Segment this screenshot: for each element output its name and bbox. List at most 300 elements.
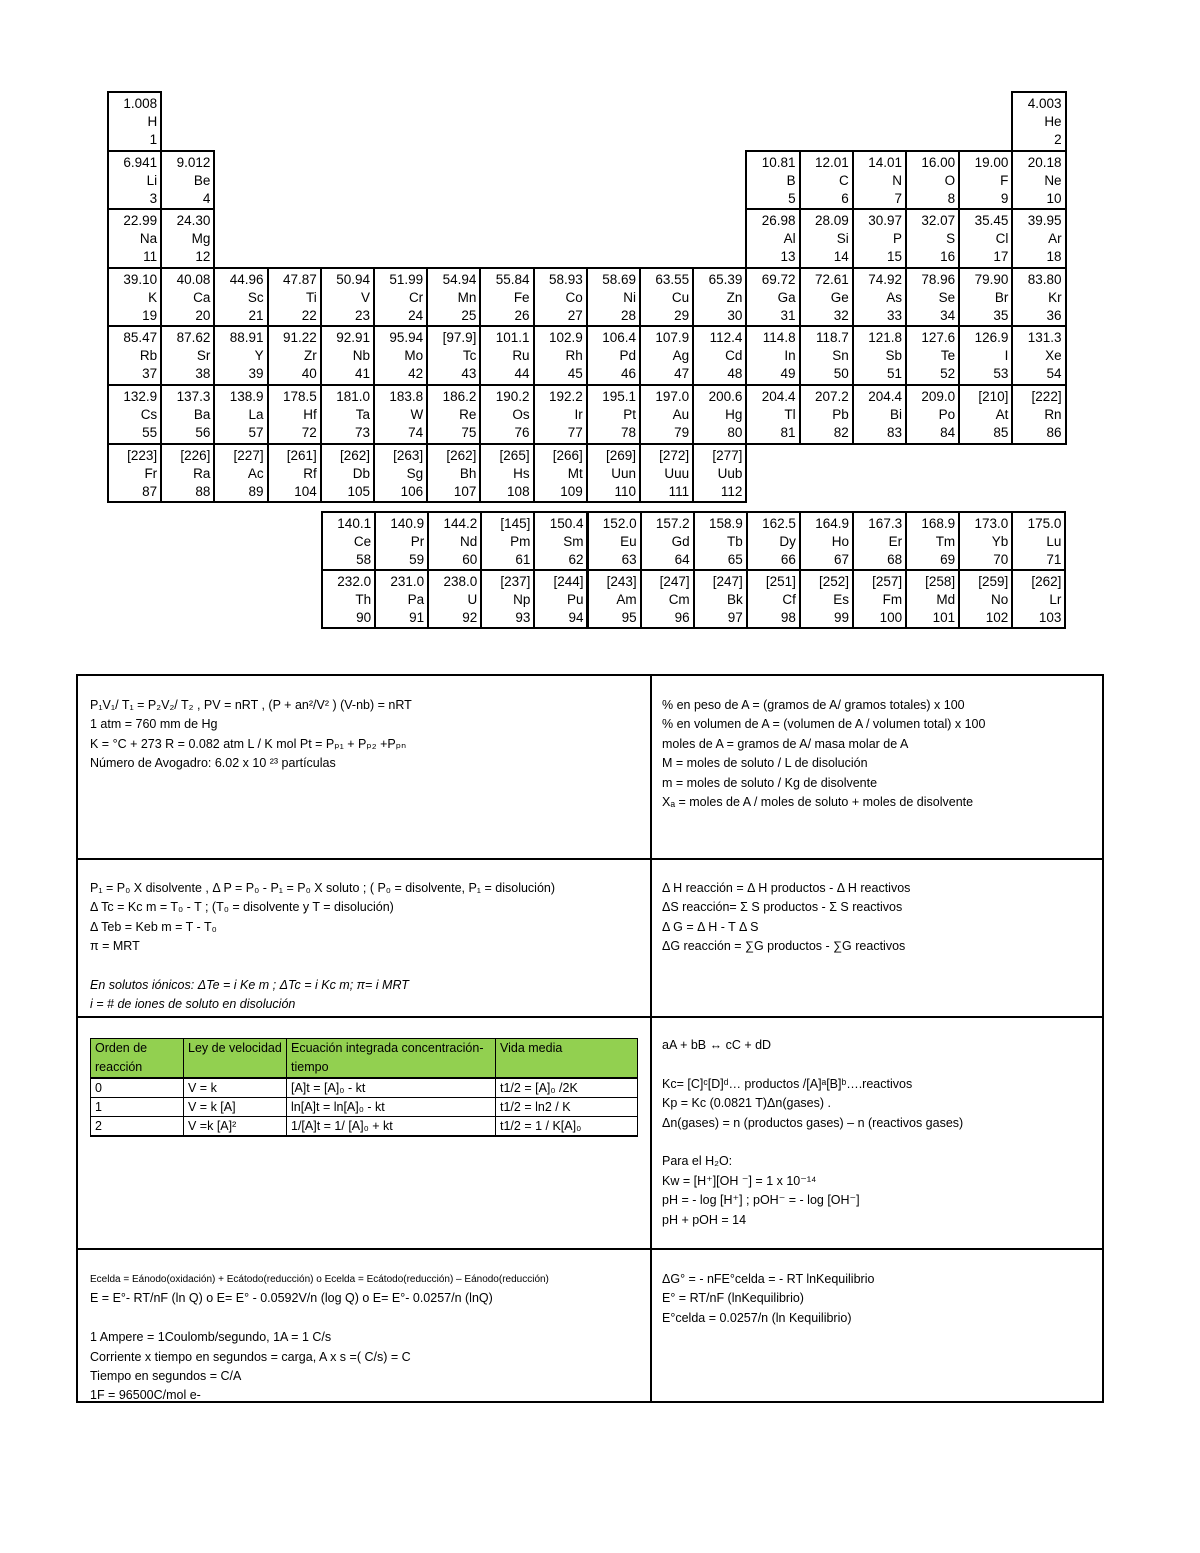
atomic-mass: [243] — [606, 574, 637, 589]
atomic-number: 92 — [462, 610, 478, 625]
atomic-mass: 35.45 — [974, 213, 1009, 229]
atomic-mass: 138.9 — [229, 389, 264, 404]
element-cell-cr — [373, 267, 428, 328]
atomic-number: 38 — [195, 366, 211, 382]
formula-line: pH = - log [H⁺] ; pOH⁻ = - log [OH⁻] — [662, 1193, 860, 1208]
atomic-mass: 232.0 — [337, 574, 372, 589]
gas-laws-section — [90, 696, 412, 774]
atomic-number: 30 — [727, 307, 743, 323]
element-symbol: Eu — [620, 534, 637, 549]
atomic-number: 109 — [560, 483, 583, 499]
atomic-number: 53 — [993, 366, 1009, 382]
atomic-mass: 152.0 — [602, 516, 637, 531]
atomic-mass: 140.1 — [337, 516, 372, 531]
atomic-mass: [265] — [499, 447, 530, 463]
element-cell-p — [852, 208, 907, 269]
element-cell-c — [799, 150, 854, 211]
element-symbol: Ta — [355, 407, 370, 422]
element-cell-rh — [533, 325, 588, 386]
atomic-mass: 140.9 — [390, 516, 425, 531]
element-symbol: Pb — [832, 407, 849, 422]
element-symbol: Ge — [830, 289, 849, 305]
atomic-number: 19 — [142, 307, 158, 323]
atomic-number: 55 — [142, 425, 158, 440]
atomic-number: 89 — [248, 483, 264, 499]
atomic-mass: 58.93 — [548, 271, 583, 287]
atomic-mass: 72.61 — [814, 271, 849, 287]
atomic-mass: [237] — [500, 574, 531, 589]
element-symbol: Ho — [831, 534, 849, 549]
element-symbol: Cm — [668, 592, 690, 607]
atomic-mass: 195.1 — [602, 389, 636, 404]
atomic-number: 1 — [149, 132, 158, 147]
element-cell-si — [799, 208, 854, 269]
atomic-number: 51 — [886, 366, 902, 382]
element-cell-mo — [373, 325, 428, 386]
atomic-mass: [247] — [659, 574, 690, 589]
atomic-mass: 24.30 — [176, 213, 211, 229]
row-divider — [78, 858, 1102, 860]
atomic-mass: [251] — [765, 574, 796, 589]
atomic-number: 47 — [674, 366, 690, 382]
element-symbol: Zr — [304, 348, 317, 364]
atomic-number: 62 — [568, 552, 584, 567]
formula-line: Δ Tc = Kc m = T₀ - T ; (T₀ = disolvente y T = disolución) — [90, 900, 394, 915]
atomic-mass: 26.98 — [761, 213, 796, 229]
element-symbol: Uuu — [664, 465, 690, 481]
element-symbol: Ca — [193, 289, 211, 305]
element-cell-y — [213, 325, 268, 386]
atomic-number: 70 — [993, 552, 1009, 567]
row-divider — [78, 1016, 1102, 1018]
atomic-mass: 200.6 — [708, 389, 743, 404]
element-cell-li — [107, 150, 162, 211]
element-symbol: Db — [352, 465, 370, 481]
element-cell-rn — [1011, 384, 1066, 445]
atomic-mass: 54.94 — [442, 271, 477, 287]
atomic-mass: [263] — [393, 447, 424, 463]
element-cell-lu — [1011, 511, 1066, 571]
element-cell-mg — [160, 208, 215, 269]
formula-line: Kw = [H⁺][OH ⁻] = 1 x 10⁻¹⁴ — [662, 1173, 817, 1188]
atomic-number: 75 — [461, 425, 477, 440]
formula-line: Kp = Kc (0.0821 T)Δn(gases) . — [662, 1096, 831, 1111]
atomic-mass: [97.9] — [442, 330, 477, 346]
atomic-mass: 144.2 — [443, 516, 478, 531]
element-symbol: Pd — [619, 348, 636, 364]
element-symbol: In — [784, 348, 796, 364]
atomic-number: 104 — [294, 483, 317, 499]
atomic-mass: 204.4 — [761, 389, 796, 404]
atomic-number: 31 — [780, 307, 796, 323]
atomic-number: 56 — [195, 425, 211, 440]
atomic-mass: 204.4 — [868, 389, 902, 404]
element-cell-hf — [267, 384, 322, 445]
atomic-mass: [269] — [605, 447, 636, 463]
electrochem-section — [90, 1270, 549, 1406]
table-cell: 0 — [91, 1078, 184, 1098]
thermo-section — [662, 879, 910, 957]
atomic-mass: 190.2 — [495, 389, 530, 404]
atomic-number: 12 — [195, 249, 211, 265]
element-symbol: Mg — [191, 231, 211, 247]
element-cell-n — [852, 150, 907, 211]
atomic-number: 6 — [841, 190, 849, 206]
atomic-mass: 238.0 — [443, 574, 478, 589]
element-symbol: P — [892, 231, 902, 247]
element-symbol: Sr — [196, 348, 211, 364]
atomic-number: 41 — [354, 366, 370, 382]
atomic-number: 32 — [833, 307, 849, 323]
atomic-mass: 4.003 — [1027, 96, 1062, 111]
element-cell-cl — [958, 208, 1013, 269]
element-cell-gd — [640, 511, 695, 571]
element-cell-be — [160, 150, 215, 211]
atomic-mass: 137.3 — [176, 389, 211, 404]
atomic-mass: [226] — [180, 447, 211, 463]
element-cell-db — [320, 443, 375, 504]
element-cell-no — [958, 569, 1013, 629]
element-symbol: Dy — [779, 534, 796, 549]
element-symbol: Th — [355, 592, 372, 607]
atomic-mass: 209.0 — [921, 389, 956, 404]
blank-line — [90, 957, 555, 976]
element-cell-pm — [480, 511, 535, 571]
atomic-number: 80 — [727, 425, 743, 440]
formula-line: Xₐ = moles de A / moles de soluto + moles de disolvente — [662, 795, 974, 810]
atomic-number: 10 — [1046, 190, 1062, 206]
element-cell-po — [905, 384, 960, 445]
formula-line: 1 atm = 760 mm de Hg — [90, 717, 218, 732]
element-symbol: Am — [616, 592, 637, 607]
element-symbol: H — [147, 114, 158, 129]
element-symbol: Pu — [566, 592, 584, 607]
element-cell-uuu — [639, 443, 694, 504]
header-cell: Ley de velocidad — [184, 1039, 287, 1079]
atomic-mass: 173.0 — [974, 516, 1009, 531]
element-symbol: Cu — [671, 289, 690, 305]
atomic-mass: 28.09 — [814, 213, 849, 229]
element-cell-er — [852, 511, 907, 571]
element-cell-na — [107, 208, 162, 269]
atomic-mass: 9.012 — [176, 154, 211, 170]
atomic-mass: 121.8 — [868, 330, 902, 346]
kinetics-table — [90, 1038, 638, 1137]
atomic-mass: 63.55 — [655, 271, 690, 287]
table-cell: [A]t = [A]₀ - kt — [287, 1078, 496, 1098]
formula-line: ΔG reacción = ∑G productos - ∑G reactivos — [662, 939, 906, 954]
atomic-mass: [262] — [339, 447, 370, 463]
element-cell-eu — [587, 511, 642, 571]
atomic-number: 14 — [833, 249, 849, 265]
atomic-number: 78 — [620, 425, 636, 440]
element-cell-pr — [374, 511, 429, 571]
element-cell-np — [480, 569, 535, 629]
table-cell: 2 — [91, 1117, 184, 1137]
header-cell: Ecuación integrada concentración-tiempo — [287, 1039, 496, 1079]
atomic-number: 68 — [887, 552, 903, 567]
atomic-number: 44 — [514, 366, 530, 382]
atomic-number: 93 — [515, 610, 531, 625]
element-symbol: Es — [833, 592, 849, 607]
atomic-mass: 47.87 — [282, 271, 317, 287]
element-cell-te — [905, 325, 960, 386]
element-cell-o — [905, 150, 960, 211]
element-cell-rb — [107, 325, 162, 386]
element-cell-pt — [586, 384, 641, 445]
table-row — [91, 1117, 638, 1137]
element-symbol: U — [467, 592, 478, 607]
atomic-mass: 162.5 — [762, 516, 796, 531]
element-cell-bi — [852, 384, 907, 445]
atomic-number: 33 — [886, 307, 902, 323]
element-cell-ho — [799, 511, 854, 571]
element-cell-tc — [426, 325, 481, 386]
element-cell-ag — [639, 325, 694, 386]
atomic-number: 98 — [780, 610, 796, 625]
formula-line: E° = RT/nF (lnKequilibrio) — [662, 1291, 804, 1306]
atomic-mass: 30.97 — [868, 213, 902, 229]
atomic-mass: 157.2 — [655, 516, 690, 531]
atomic-mass: [222] — [1031, 389, 1062, 404]
atomic-mass: 50.94 — [336, 271, 370, 287]
element-symbol: Ga — [777, 289, 796, 305]
atomic-number: 28 — [620, 307, 636, 323]
element-cell-bk — [693, 569, 748, 629]
element-symbol: La — [248, 407, 264, 422]
atomic-number: 3 — [149, 190, 158, 206]
atomic-mass: 14.01 — [868, 154, 902, 170]
element-cell-la — [213, 384, 268, 445]
element-symbol: Xe — [1045, 348, 1062, 364]
element-symbol: Rf — [303, 465, 317, 481]
atomic-mass: [247] — [712, 574, 743, 589]
element-symbol: No — [991, 592, 1009, 607]
element-symbol: Li — [146, 172, 158, 188]
element-symbol: Te — [940, 348, 956, 364]
element-symbol: Na — [139, 231, 158, 247]
element-cell-v — [320, 267, 375, 328]
atomic-number: 15 — [886, 249, 902, 265]
element-cell-uub — [692, 443, 747, 504]
element-cell-h — [107, 91, 162, 152]
atomic-number: 42 — [408, 366, 424, 382]
element-symbol: Gd — [671, 534, 690, 549]
formula-line: Ecelda = Eánodo(oxidación) + Ecátodo(reducción) o Ecelda = Ecátodo(reducción) – Eánodo(reducción) — [90, 1274, 549, 1285]
element-cell-tl — [745, 384, 800, 445]
element-symbol: Cl — [995, 231, 1009, 247]
atomic-number: 65 — [727, 552, 743, 567]
atomic-number: 99 — [833, 610, 849, 625]
element-cell-s — [905, 208, 960, 269]
element-symbol: Pt — [623, 407, 636, 422]
atomic-mass: [244] — [553, 574, 584, 589]
element-cell-th — [321, 569, 376, 629]
element-symbol: Ra — [193, 465, 211, 481]
element-cell-ta — [320, 384, 375, 445]
atomic-mass: 95.94 — [389, 330, 424, 346]
element-symbol: Sc — [247, 289, 264, 305]
atomic-mass: 65.39 — [708, 271, 743, 287]
blank-line — [662, 1055, 963, 1074]
atomic-number: 16 — [940, 249, 956, 265]
element-cell-cf — [746, 569, 801, 629]
element-symbol: Fe — [513, 289, 530, 305]
atomic-mass: 181.0 — [336, 389, 370, 404]
element-symbol: Ba — [193, 407, 211, 422]
element-cell-in — [745, 325, 800, 386]
element-cell-zn — [692, 267, 747, 328]
element-cell-ra — [160, 443, 215, 504]
element-symbol: Po — [938, 407, 956, 422]
element-symbol: Tc — [462, 348, 477, 364]
atomic-mass: 88.91 — [229, 330, 264, 346]
formula-line: ΔG° = - nFE°celda = - RT lnKequilibrio — [662, 1272, 875, 1286]
element-symbol: Cd — [725, 348, 743, 364]
atomic-mass: 92.91 — [336, 330, 370, 346]
atomic-mass: 85.47 — [123, 330, 158, 346]
gibbs-section — [662, 1270, 874, 1328]
element-cell-mt — [533, 443, 588, 504]
atomic-mass: [223] — [127, 447, 158, 463]
element-cell-cu — [639, 267, 694, 328]
element-cell-ac — [213, 443, 268, 504]
element-cell-sr — [160, 325, 215, 386]
element-symbol: Pa — [407, 592, 425, 607]
atomic-mass: 55.84 — [495, 271, 530, 287]
element-symbol: He — [1044, 114, 1062, 129]
element-symbol: Uub — [717, 465, 743, 481]
formula-line: En solutos iónicos: ΔTe = i Ke m ; ΔTc = i Kc m; π= i MRT — [90, 978, 409, 993]
formula-line: moles de A = gramos de A/ masa molar de A — [662, 736, 909, 751]
atomic-mass: [272] — [659, 447, 690, 463]
atomic-number: 39 — [248, 366, 264, 382]
atomic-number: 22 — [301, 307, 317, 323]
element-cell-cd — [692, 325, 747, 386]
atomic-number: 73 — [354, 425, 370, 440]
atomic-mass: [210] — [978, 389, 1009, 404]
atomic-mass: [258] — [925, 574, 956, 589]
element-symbol: Np — [513, 592, 531, 607]
formula-line: Δ H reacción = Δ H productos - Δ H reactivos — [662, 881, 911, 895]
element-cell-he — [1011, 91, 1066, 152]
element-cell-os — [479, 384, 534, 445]
f-block-table — [321, 511, 1067, 629]
row-divider — [78, 1248, 1102, 1250]
atomic-mass: [227] — [233, 447, 264, 463]
atomic-number: 83 — [886, 425, 902, 440]
atomic-number: 18 — [1046, 249, 1062, 265]
atomic-number: 111 — [668, 483, 690, 499]
element-cell-f — [958, 150, 1013, 211]
element-symbol: Mn — [457, 289, 477, 305]
element-cell-md — [905, 569, 960, 629]
atomic-number: 74 — [408, 425, 424, 440]
element-cell-ni — [586, 267, 641, 328]
atomic-mass: 1.008 — [123, 96, 158, 111]
atomic-mass: 126.9 — [974, 330, 1009, 346]
formula-line: Para el H₂O: — [662, 1154, 733, 1169]
atomic-number: 25 — [461, 307, 477, 323]
atomic-number: 29 — [674, 307, 690, 323]
element-symbol: Hs — [513, 465, 530, 481]
atomic-number: 35 — [993, 307, 1009, 323]
element-symbol: Sn — [832, 348, 849, 364]
atomic-number: 71 — [1046, 552, 1062, 567]
atomic-number: 49 — [780, 366, 796, 382]
kinetics-header-row — [91, 1039, 638, 1079]
element-cell-ce — [321, 511, 376, 571]
element-cell-sn — [799, 325, 854, 386]
atomic-mass: 131.3 — [1027, 330, 1062, 346]
element-symbol: Rb — [139, 348, 158, 364]
element-symbol: Cf — [782, 592, 796, 607]
element-cell-au — [639, 384, 694, 445]
element-symbol: Ce — [353, 534, 372, 549]
element-cell-sm — [533, 511, 588, 571]
atomic-mass: 39.10 — [123, 271, 158, 287]
atomic-mass: 132.9 — [123, 389, 158, 404]
atomic-number: 77 — [567, 425, 583, 440]
element-symbol: N — [892, 172, 902, 188]
element-symbol: I — [1004, 348, 1009, 364]
colligative-section — [90, 879, 555, 1015]
atomic-number: 27 — [567, 307, 583, 323]
formula-line: 1 Ampere = 1Coulomb/segundo, 1A = 1 C/s — [90, 1330, 332, 1345]
atomic-mass: 69.72 — [761, 271, 796, 287]
column-divider — [650, 676, 652, 1401]
atomic-mass: 186.2 — [442, 389, 477, 404]
atomic-number: 100 — [879, 610, 903, 625]
atomic-mass: [262] — [1031, 574, 1062, 589]
element-symbol: Lu — [1046, 534, 1062, 549]
atomic-mass: 87.62 — [176, 330, 211, 346]
atomic-mass: 32.07 — [921, 213, 956, 229]
formula-line: Número de Avogadro: 6.02 x 10 ²³ partículas — [90, 756, 336, 771]
element-symbol: Mt — [567, 465, 583, 481]
element-cell-lr — [1011, 569, 1066, 629]
atomic-mass: [145] — [500, 516, 531, 531]
atomic-number: 102 — [985, 610, 1009, 625]
element-symbol: Re — [459, 407, 477, 422]
element-cell-as — [852, 267, 907, 328]
element-symbol: Al — [783, 231, 796, 247]
element-cell-zr — [267, 325, 322, 386]
element-symbol: Sm — [563, 534, 584, 549]
formula-line: Δn(gases) = n (productos gases) – n (reactivos gases) — [662, 1115, 964, 1130]
atomic-mass: 107.9 — [655, 330, 690, 346]
atomic-mass: 118.7 — [816, 330, 849, 346]
atomic-number: 34 — [940, 307, 956, 323]
atomic-number: 17 — [993, 249, 1009, 265]
element-cell-se — [905, 267, 960, 328]
element-symbol: W — [410, 407, 424, 422]
atomic-number: 107 — [453, 483, 477, 499]
element-symbol: Ac — [247, 465, 264, 481]
atomic-mass: 101.1 — [495, 330, 530, 346]
element-symbol: F — [1000, 172, 1009, 188]
element-symbol: Bk — [727, 592, 743, 607]
atomic-mass: 40.08 — [176, 271, 211, 287]
atomic-number: 72 — [301, 425, 317, 440]
table-cell: 1/[A]t = 1/ [A]₀ + kt — [287, 1117, 496, 1137]
atomic-number: 86 — [1046, 425, 1062, 440]
atomic-mass: 167.3 — [868, 516, 903, 531]
atomic-number: 112 — [720, 483, 743, 499]
element-symbol: Cr — [408, 289, 424, 305]
table-cell: V = k — [184, 1078, 287, 1098]
element-symbol: Y — [254, 348, 264, 364]
